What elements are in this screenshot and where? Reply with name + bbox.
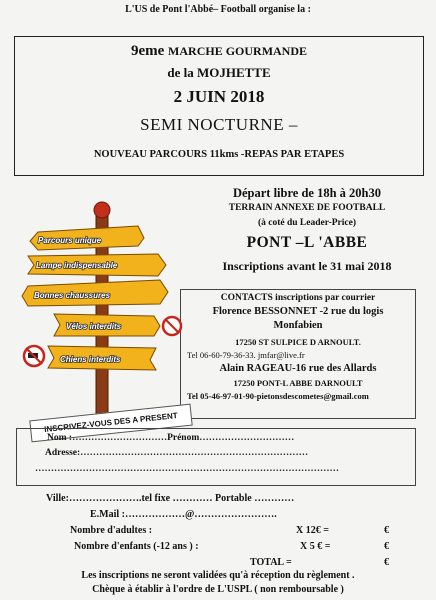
event-date: 2 JUIN 2018 (173, 87, 265, 106)
sign-label: Chiens interdits (60, 355, 121, 364)
adult-price: X 12€ = (296, 525, 329, 536)
venue-note: (à coté du Leader-Price) (257, 218, 357, 228)
contact1-street: Monfabien (273, 320, 323, 331)
event-header-box (14, 36, 424, 176)
contact1-city: 17250 ST SULPICE D ARNOULT. (235, 337, 361, 347)
contact2-city: 17250 PONT-L ABBE DARNOULT (233, 378, 363, 388)
sign-label: Vélos interdits (66, 322, 122, 331)
sign-chiens-interdits (24, 346, 156, 370)
contact2-phone[interactable]: Tel 05-46-97-01-90-pietonsdescometes@gmail.com (187, 391, 369, 401)
event-name: MARCHE GOURMANDE (168, 44, 308, 58)
event-subtitle: de la MOJHETTE (167, 65, 271, 80)
edition-number: 9eme (130, 43, 165, 59)
event-edition (15, 43, 423, 60)
city-phone-field[interactable]: Ville:………………….tel fixe ………… Portable ………… (46, 493, 295, 504)
cheque-note: Chèque à établir à l'ordre de L'USPL ( non remboursable ) (92, 584, 344, 595)
total-euro: € (384, 557, 389, 568)
email-field[interactable]: E.Mail :………………@……………………. (90, 509, 277, 520)
contact1-phone[interactable]: Tel 06-60-79-36-33. jmfar@live.fr (187, 350, 305, 360)
sign-label: Parcours unique (38, 236, 102, 245)
organizer-line: L'US de Pont l'Abbé– Football organise la : (125, 4, 311, 15)
signpost-cap (94, 202, 110, 218)
registration-form-box (16, 428, 416, 486)
contact2-name: Alain RAGEAU-16 rue des Allards (219, 363, 377, 374)
child-total-euro: € (384, 541, 389, 552)
registration-deadline: Inscriptions avant le 31 mai 2018 (222, 259, 392, 273)
contact1-name: Florence BESSONNET -2 rue du logis (212, 306, 384, 317)
children-count-label: Nombre d'enfants (-12 ans ) : (74, 541, 199, 552)
signpost-illustration (20, 198, 188, 438)
town-title: PONT –L 'ABBE (246, 234, 368, 251)
sign-velos-interdits (54, 314, 181, 336)
validation-note: Les inscriptions ne seront validées qu'à réception du règlement . (81, 570, 355, 581)
adult-total-euro: € (384, 525, 389, 536)
adults-count-label: Nombre d'adultes : (70, 525, 153, 536)
event-type: SEMI NOCTURNE – (140, 115, 298, 134)
event-route-info: NOUVEAU PARCOURS 11kms -REPAS PAR ETAPES (93, 149, 345, 160)
sign-label: Lampe indispensable (36, 261, 118, 270)
child-price: X 5 € = (300, 541, 331, 552)
contacts-title: CONTACTS inscriptions par courrier (220, 293, 376, 303)
name-field[interactable]: Nom :…………………………Prénom………………………… (47, 433, 295, 443)
contacts-box (180, 289, 416, 419)
sign-parcours-unique (30, 226, 144, 250)
register-now-banner: INSCRIVEZ-VOUS DES A PRESENT (29, 404, 192, 443)
venue: TERRAIN ANNEXE DE FOOTBALL (228, 203, 386, 213)
start-time: Départ libre de 18h à 20h30 (232, 186, 382, 200)
sign-lampe-indispensable (28, 254, 166, 276)
total-label: TOTAL = (250, 557, 292, 568)
sign-bonnes-chaussures (22, 280, 168, 306)
address-line2-field[interactable]: …………………………………………………………………………………… (35, 464, 339, 474)
sign-label: Bonnes chaussures (34, 291, 111, 300)
address-field[interactable]: Adresse:……………………………………………………………… (45, 448, 309, 458)
